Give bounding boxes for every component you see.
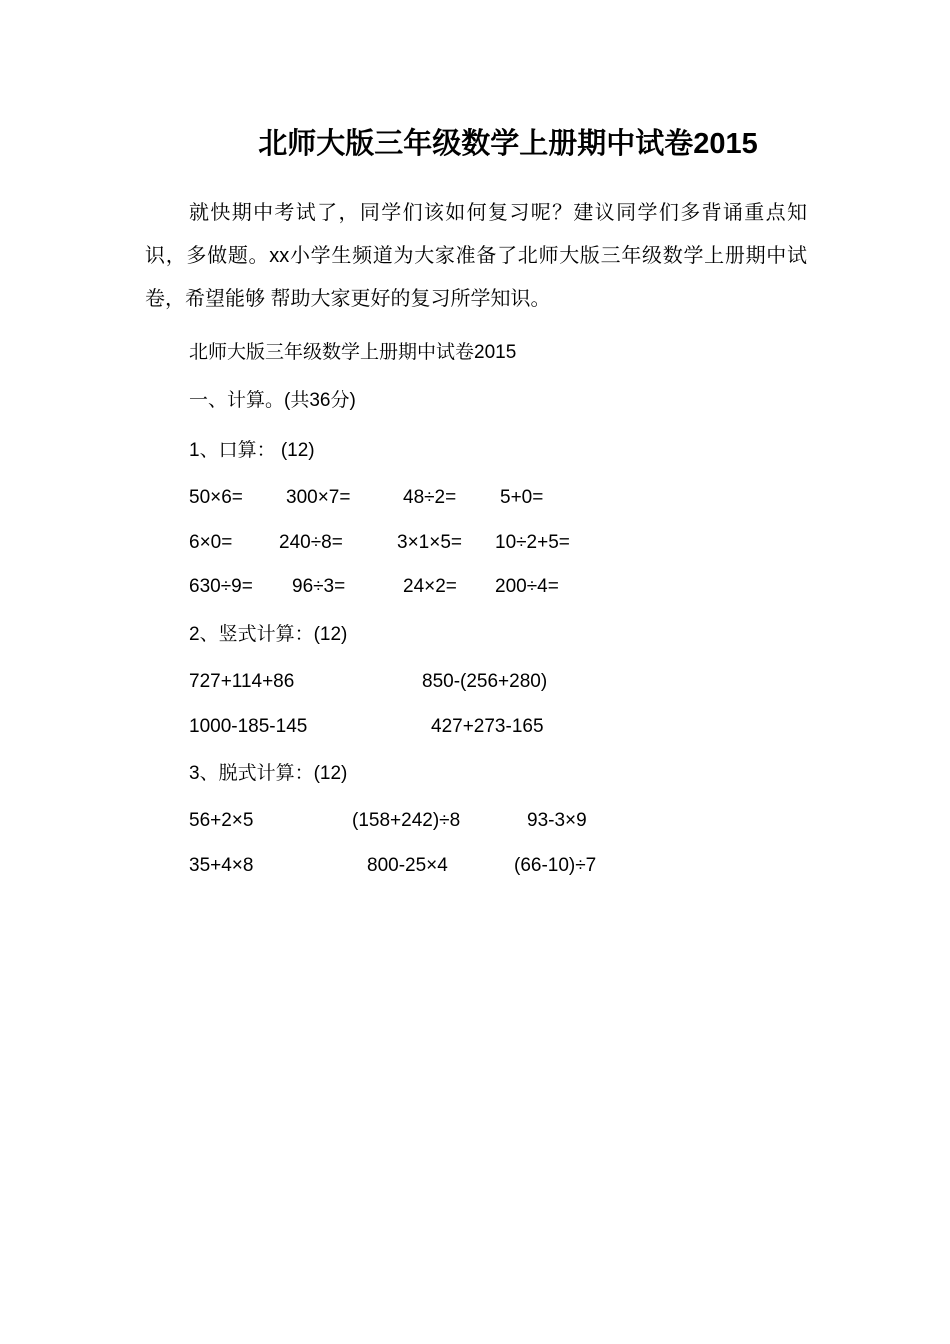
oral-calc-row (189, 573, 809, 601)
problem: 1000-185-145 (189, 716, 308, 737)
problem: 630÷9= (189, 576, 253, 597)
step-calc-row (189, 852, 809, 880)
problem: 50×6= (189, 487, 243, 508)
problem: 10÷2+5= (495, 532, 570, 553)
problem: 200÷4= (495, 576, 559, 597)
problem: (158+242)÷8 (352, 810, 461, 831)
problem: 300×7= (286, 487, 351, 508)
document-title: 北师大版三年级数学上册期中试卷2015 (258, 128, 758, 160)
vertical-calc-row (189, 713, 809, 741)
problem: 3×1×5= (397, 532, 462, 553)
vertical-calc-row (189, 668, 809, 696)
problem: 727+114+86 (189, 671, 295, 692)
question-2-header: 2、竖式计算：(12) (189, 624, 348, 645)
question-1-header: 1、口算： (12) (189, 440, 315, 461)
intro-paragraph: 就快期中考试了，同学们该如何复习呢？建议同学们多背诵重点知识，多做题。xx小学生频道为大家准备了北师大版三年级数学上册期中试卷，希望能够 帮助大家更好的复习所学知识。 (145, 202, 807, 310)
subtitle: 北师大版三年级数学上册期中试卷2015 (189, 342, 517, 363)
problem: 800-25×4 (367, 855, 448, 876)
oral-calc-row (189, 529, 809, 557)
problem: 6×0= (189, 532, 233, 553)
problem: 5+0= (500, 487, 544, 508)
problem: 427+273-165 (431, 716, 544, 737)
oral-calc-row (189, 484, 809, 512)
section-heading-calculation: 一、计算。(共36分) (189, 390, 356, 411)
problem: 24×2= (403, 576, 457, 597)
problem: 93-3×9 (527, 810, 587, 831)
problem: 850-(256+280) (422, 671, 548, 692)
problem: 240÷8= (279, 532, 343, 553)
problem: (66-10)÷7 (514, 855, 597, 876)
problem: 56+2×5 (189, 810, 254, 831)
step-calc-row (189, 807, 809, 835)
problem: 48÷2= (403, 487, 457, 508)
question-3-header: 3、脱式计算：(12) (189, 763, 348, 784)
problem: 96÷3= (292, 576, 346, 597)
problem: 35+4×8 (189, 855, 254, 876)
